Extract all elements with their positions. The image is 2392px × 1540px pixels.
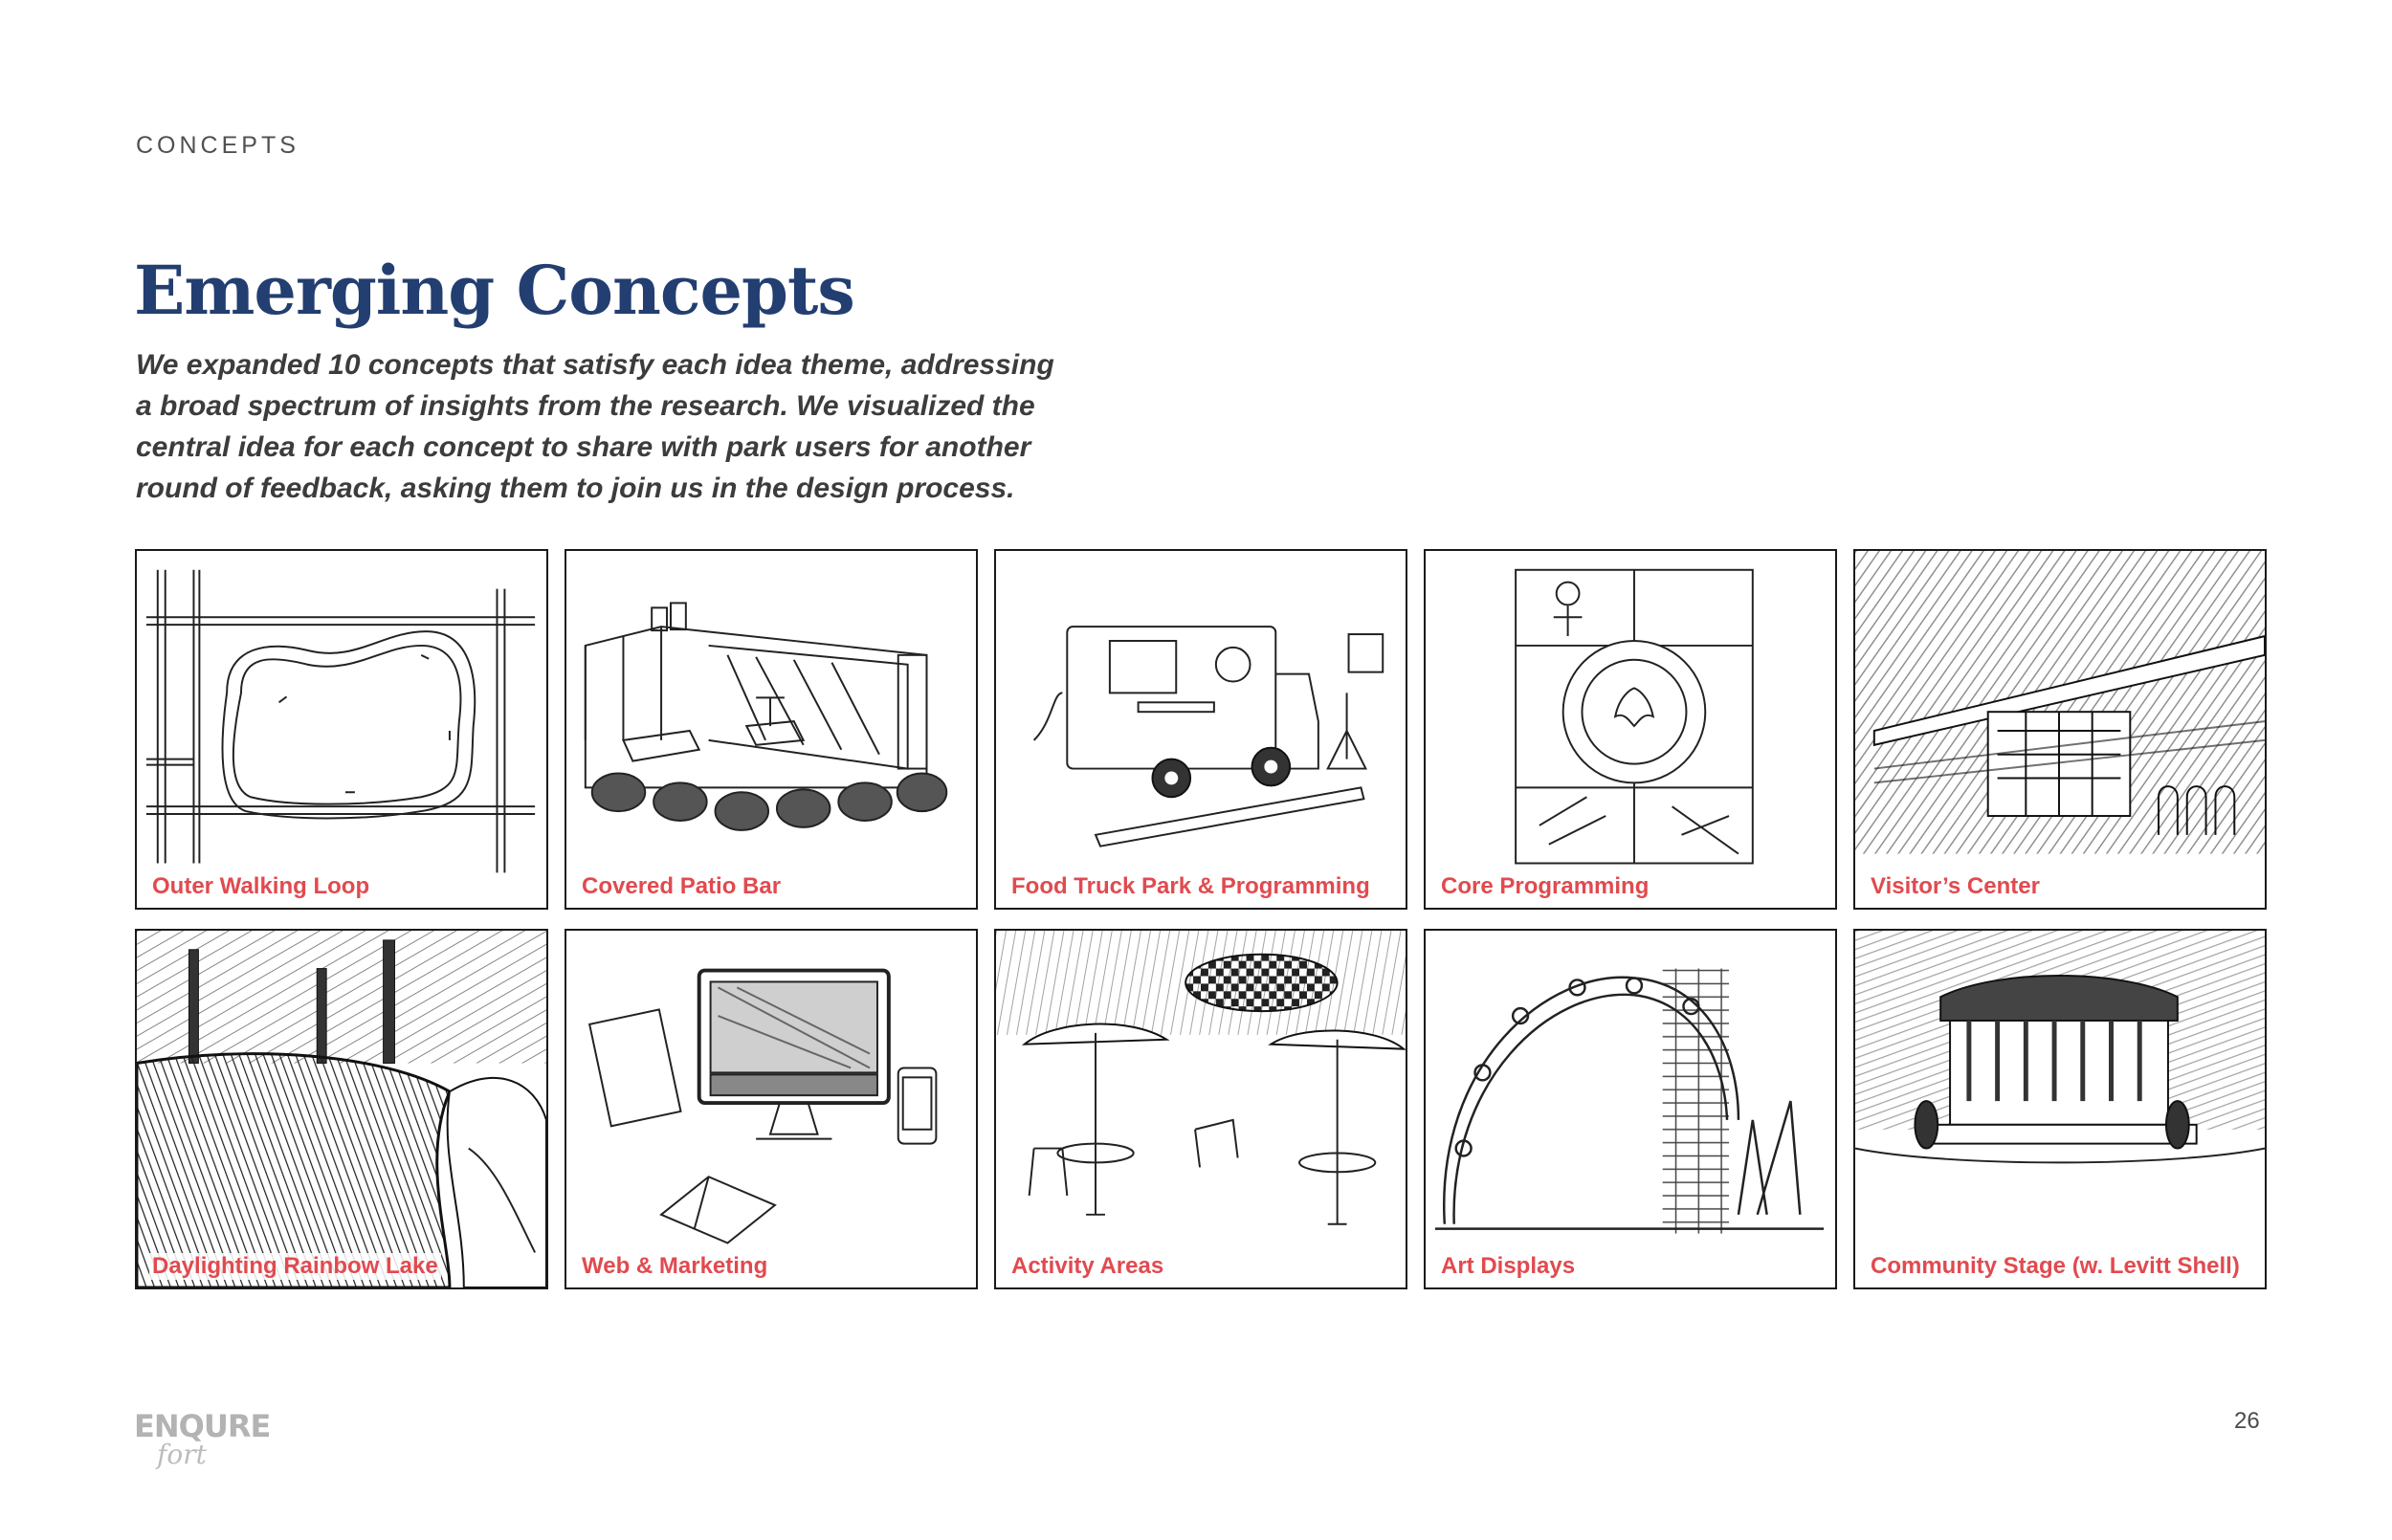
visitor-center-building-sketch <box>1855 551 2265 908</box>
concept-label: Daylighting Rainbow Lake <box>149 1253 441 1280</box>
concept-card <box>1853 549 2267 910</box>
concept-card <box>135 549 548 910</box>
umbrella-tables-sketch <box>996 931 1406 1287</box>
section-label: CONCEPTS <box>136 132 299 159</box>
concept-label: Outer Walking Loop <box>149 873 372 900</box>
logo-top-text: ENQURE <box>134 1408 271 1444</box>
concept-card <box>565 929 978 1289</box>
intro-paragraph: We expanded 10 concepts that satisfy each idea theme, addressing a broad spectrum of insights from the research. We visualized the central idea for each concept to share with park users for another round of feedback, asking them to join us in the design process. <box>136 349 1054 504</box>
concept-card <box>1424 929 1837 1289</box>
concept-label: Art Displays <box>1438 1253 1578 1280</box>
concept-card <box>1424 549 1837 910</box>
page-number: 26 <box>2234 1408 2260 1434</box>
concept-card <box>565 549 978 910</box>
concept-label: Web & Marketing <box>579 1253 770 1280</box>
concept-card <box>135 929 548 1289</box>
concept-label: Core Programming <box>1438 873 1651 900</box>
lake-landscape-sketch <box>137 931 546 1287</box>
concept-label: Covered Patio Bar <box>579 873 784 900</box>
food-truck-sketch <box>996 551 1406 908</box>
page-title: Emerging Concepts <box>134 251 854 330</box>
concepts-grid <box>135 549 2267 1289</box>
concept-card <box>994 549 1407 910</box>
concept-card <box>994 929 1407 1289</box>
concept-card <box>1853 929 2267 1289</box>
program-flyer-sketch <box>1426 551 1835 908</box>
concept-label: Community Stage (w. Levitt Shell) <box>1868 1253 2243 1280</box>
devices-and-print-sketch <box>566 931 976 1287</box>
art-arch-sketch <box>1426 931 1835 1287</box>
concept-label: Activity Areas <box>1008 1253 1166 1280</box>
walking-loop-map-sketch <box>137 551 546 908</box>
concept-label: Visitor’s Center <box>1868 873 2043 900</box>
concept-label: Food Truck Park & Programming <box>1008 873 1373 900</box>
brand-logo <box>134 1408 271 1471</box>
patio-bar-sketch <box>566 551 976 908</box>
stage-shell-sketch <box>1855 931 2265 1287</box>
logo-bottom-text: fort <box>157 1439 207 1470</box>
